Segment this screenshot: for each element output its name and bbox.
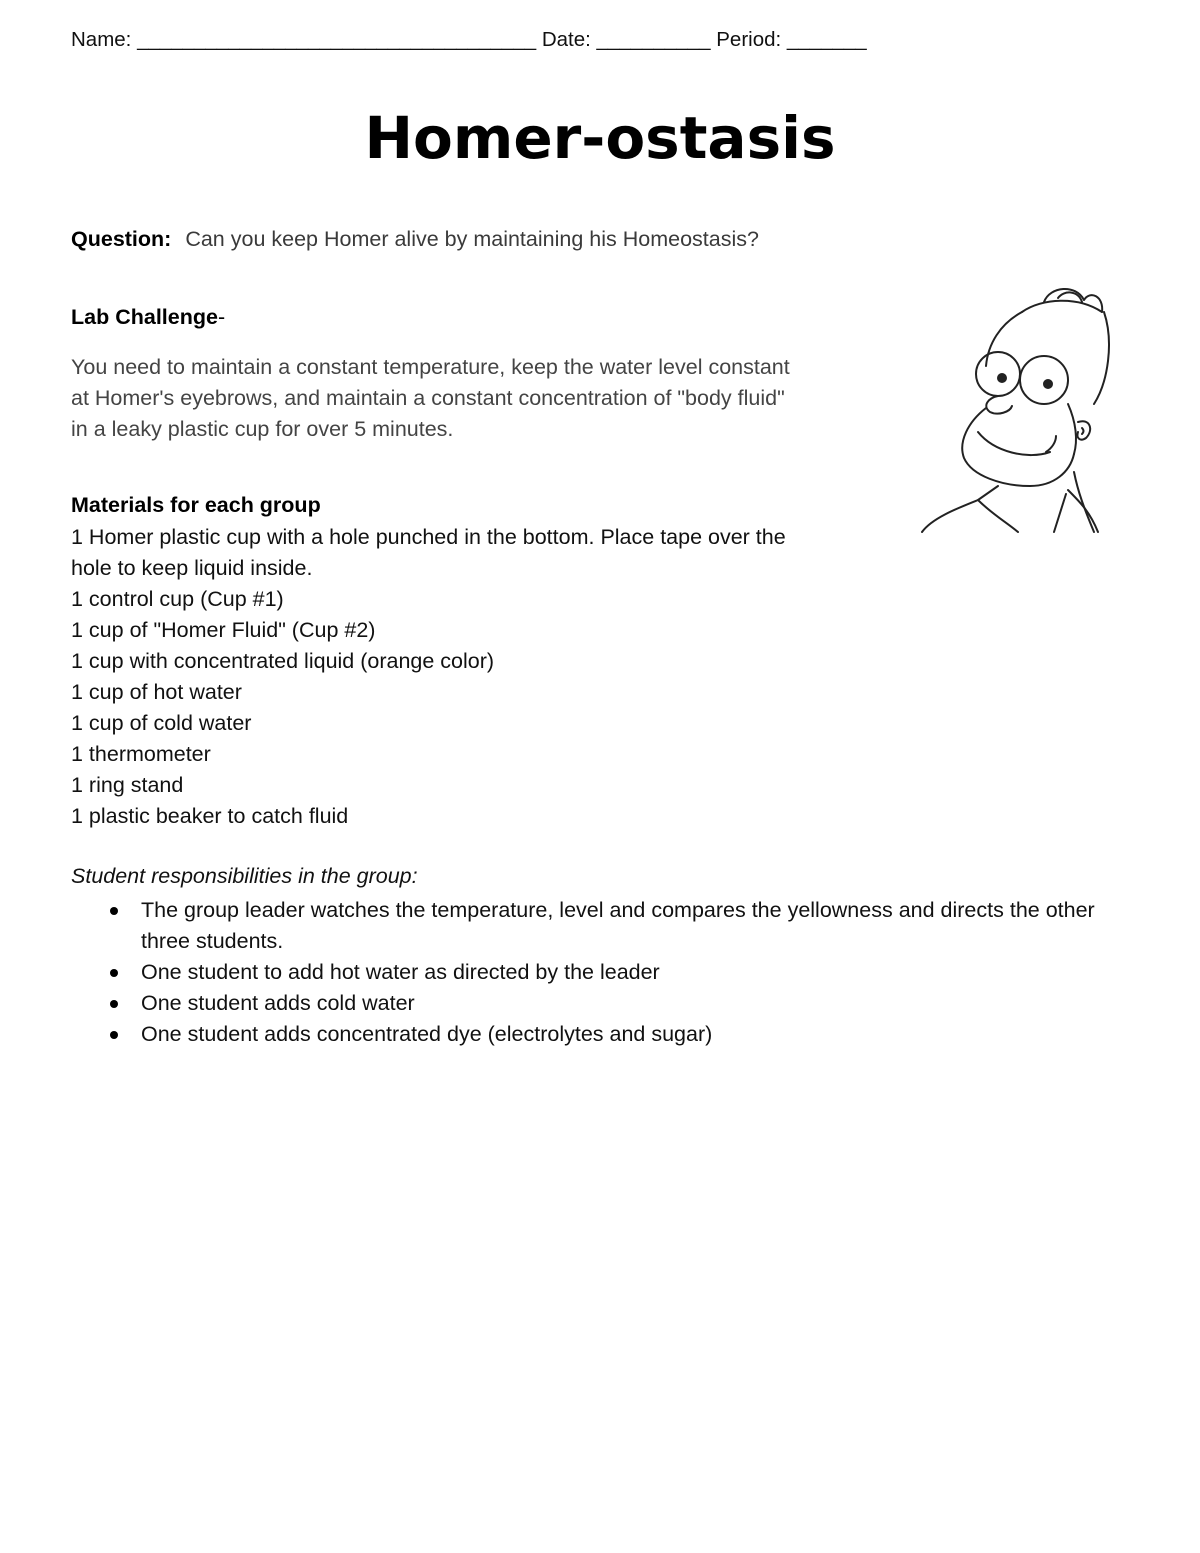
lab-challenge-line: You need to maintain a constant temperature, keep the water level constant — [71, 355, 790, 379]
list-item — [106, 1019, 1146, 1050]
materials-line: 1 plastic beaker to catch fluid — [71, 804, 349, 828]
bullet-icon — [110, 1000, 118, 1008]
list-item — [106, 895, 1146, 957]
question-label: Question: — [71, 227, 172, 251]
materials-line: hole to keep liquid inside. — [71, 556, 313, 580]
name-field-label[interactable]: Name: ___________________________________ — [71, 28, 537, 51]
bullet-icon — [110, 969, 118, 977]
question-text: Can you keep Homer alive by maintaining his Homeostasis? — [185, 227, 759, 251]
materials-line: 1 ring stand — [71, 773, 184, 797]
lab-challenge-line: in a leaky plastic cup for over 5 minutes. — [71, 417, 454, 441]
list-item-text: The group leader watches the temperature, level and compares the yellowness and directs the other three students. — [141, 898, 1095, 953]
responsibilities-list — [106, 895, 1146, 1050]
page-title: Homer-ostasis — [364, 104, 836, 172]
materials-line: 1 cup of cold water — [71, 711, 252, 735]
responsibilities-heading: Student responsibilities in the group: — [71, 864, 418, 888]
materials-heading: Materials for each group — [71, 493, 321, 517]
period-field-label[interactable]: Period: _______ — [716, 28, 867, 51]
list-item — [106, 988, 1146, 1019]
materials-line: 1 cup of "Homer Fluid" (Cup #2) — [71, 618, 376, 642]
lab-challenge-line: at Homer's eyebrows, and maintain a constant concentration of "body fluid" — [71, 386, 785, 410]
question-section — [71, 227, 759, 252]
materials-line: 1 control cup (Cup #1) — [71, 587, 284, 611]
list-item-text: One student to add hot water as directed by the leader — [141, 960, 660, 984]
lab-challenge-heading — [71, 305, 225, 330]
date-field-label[interactable]: Date: __________ — [541, 28, 711, 51]
bullet-icon — [110, 1031, 118, 1039]
lab-challenge-title: Lab Challenge — [71, 305, 218, 329]
list-item-text: One student adds concentrated dye (electrolytes and sugar) — [141, 1022, 713, 1046]
materials-line: 1 cup of hot water — [71, 680, 242, 704]
materials-line: 1 cup with concentrated liquid (orange color) — [71, 649, 495, 673]
materials-line: 1 Homer plastic cup with a hole punched in the bottom. Place tape over the — [71, 525, 786, 549]
list-item — [106, 957, 1146, 988]
homer-face-icon — [918, 282, 1118, 538]
lab-challenge-text — [71, 352, 871, 445]
bullet-icon — [110, 907, 118, 915]
lab-challenge-dash: - — [217, 305, 226, 329]
materials-line: 1 thermometer — [71, 742, 211, 766]
list-item-text: One student adds cold water — [141, 991, 415, 1015]
header-fields — [71, 28, 867, 52]
materials-list — [71, 522, 786, 832]
